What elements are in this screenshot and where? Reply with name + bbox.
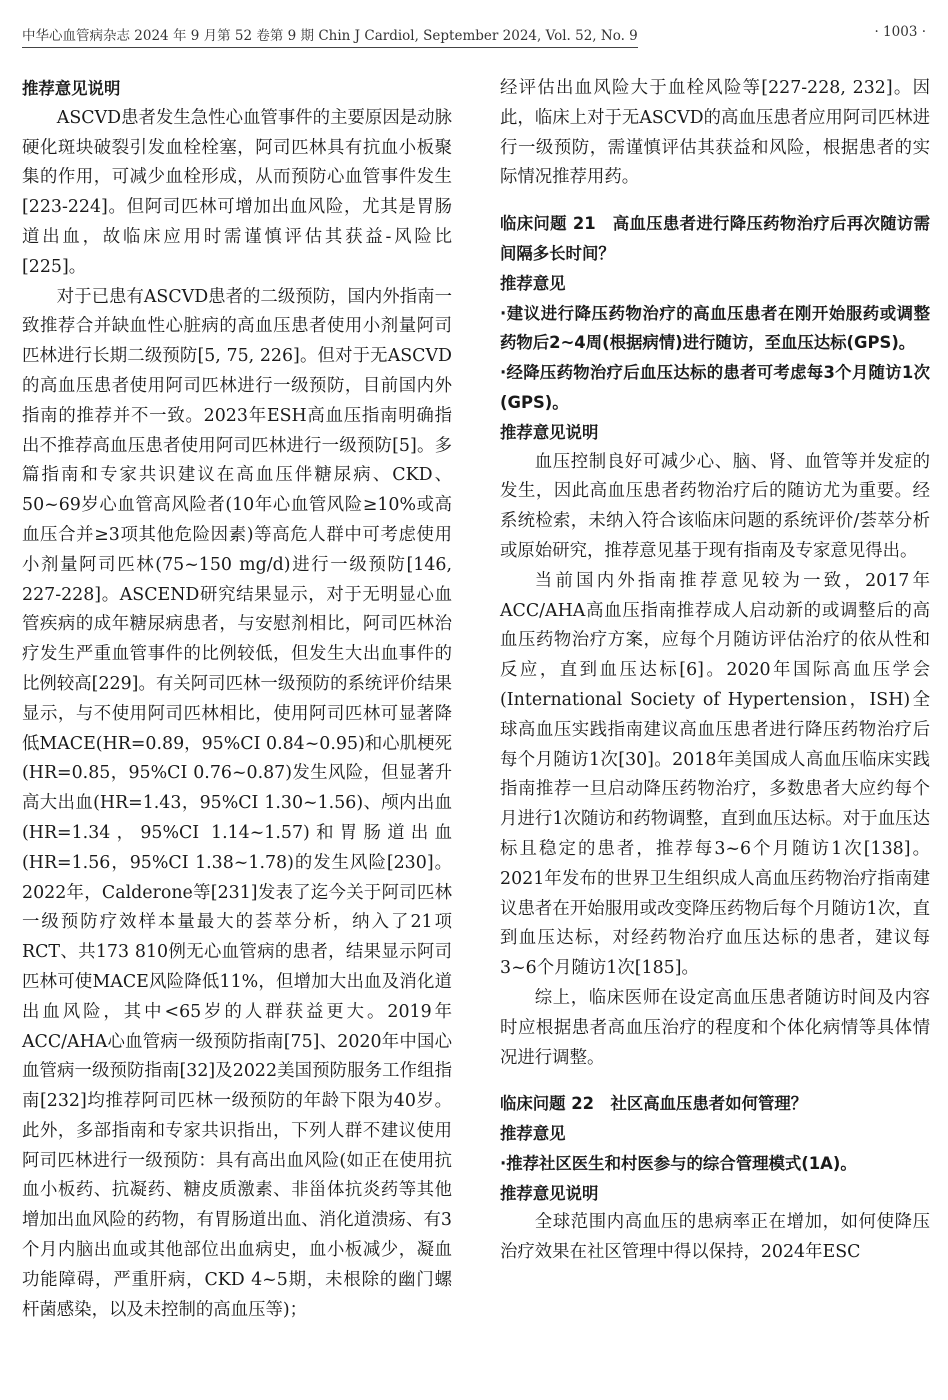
paragraph: 经评估出血风险大于血栓风险等[227-228, 232]。因此，临床上对于无ASCVD的高血压患者应用阿司匹林进行一级预防，需谨慎评估其获益和风险，根据患者的实际情况推荐用药。 <box>500 78 930 188</box>
paragraph: 全球范围内高血压的患病率正在增加，如何使降压治疗效果在社区管理中得以保持，2024年ESC <box>500 1212 930 1263</box>
recommendation-item: ·建议进行降压药物治疗的高血压患者在刚开始服药或调整药物后2~4周(根据病情)进行随访，至血压达标(GPS)。 <box>500 303 930 353</box>
paragraph: 对于已患有ASCVD患者的二级预防，国内外指南一致推荐合并缺血性心脏病的高血压患者使用小剂量阿司匹林进行长期二级预防[5, 75, 226]。但对于无ASCVD的高血压患者使用阿司匹林进行一级预防，目前国内外指南的推荐并不一致。2023年ESH高血压指南明确指出不推荐高血压患者使用阿司匹林进行一级预防[5]。多篇指南和专家共识建议在高血压伴糖尿病、CKD、50~69岁心血管高风险者(10年心血管风险≥10%或高血压合并≥3项其他危险因素)等高危人群中可考虑使用小剂量阿司匹林(75~150 mg/d)进行一级预防[146, 227-228]。ASCEND研究结果显示，对于无明显心血管疾病的成年糖尿病患者，与安慰剂相比，阿司匹林治疗发生严重血管事件的比例较低，但发生大出血事件的比例较高[229]。有关阿司匹林一级预防的系统评价结果显示，与不使用阿司匹林相比，使用阿司匹林可显著降低MACE(HR=0.89，95%CI 0.84~0.95)和心肌梗死(HR=0.85，95%CI 0.76~0.87)发生风险，但显著升高大出血(HR=1.43，95%CI 1.30~1.56)、颅内出血(HR=1.34，95%CI 1.14~1.57)和胃肠道出血(HR=1.56，95%CI 1.38~1.78)的发生风险[230]。2022年，Calderone等[231]发表了迄今关于阿司匹林一级预防疗效样本量最大的荟萃分析，纳入了21项RCT、共173 810例无心血管病的患者，结果显示阿司匹林可使MACE风险降低11%，但增加大出血及消化道出血风险，其中<65岁的人群获益更大。2019年ACC/AHA心血管病一级预防指南[75]、2020年中国心血管病一级预防指南[32]及2022美国预防服务工作组指南[232]均推荐阿司匹林一级预防的年龄下限为40岁。此外，多部指南和专家共识指出，下列人群不建议使用阿司匹林进行一级预防：具有高出血风险(如正在使用抗血小板药、抗凝药、糖皮质激素、非甾体抗炎药等其他增加出血风险的药物，有胃肠道出血、消化道溃疡、有3个月内脑出血或其他部位出血病史，血小板减少，凝血功能障碍，严重肝病，CKD 4~5期，未根除的幽门螺杆菌感染，以及未控制的高血压等)； <box>22 286 452 1320</box>
right-column <box>500 74 930 1268</box>
recommendation-item: ·经降压药物治疗后血压达标的患者可考虑每3个月随访1次(GPS)。 <box>500 363 930 412</box>
explanation-heading: 推荐意见说明 <box>500 1183 599 1203</box>
paragraph: ASCVD患者发生急性心血管事件的主要原因是动脉硬化斑块破裂引发血栓栓塞，阿司匹林具有抗血小板聚集的作用，可减少血栓形成，从而预防心血管事件发生[223-224]。但阿司匹林可增加出血风险，尤其是胃肠道出血，故临床应用时需谨慎评估其获益-风险比[225]。 <box>22 107 452 277</box>
paragraph: 当前国内外指南推荐意见较为一致，2017年ACC/AHA高血压指南推荐成人启动新的或调整后的高血压药物治疗方案，应每个月随访评估治疗的依从性和反应，直到血压达标[6]。2020年国际高血压学会(International Society of Hypertension，ISH)全球高血压实践指南建议高血压患者进行降压药物治疗后每个月随访1次[30]。2018年美国成人高血压临床实践指南推荐一旦启动降压药物治疗，多数患者大应约每个月进行1次随访和药物调整，直到血压达标。对于血压达标且稳定的患者，推荐每3~6个月随访1次[138]。2021年发布的世界卫生组织成人高血压药物治疗指南建议患者在开始服用或改变降压药物后每个月随访1次，直到血压达标，对经药物治疗血压达标的患者，建议每3~6个月随访1次[185]。 <box>500 570 930 979</box>
explanation-heading: 推荐意见说明 <box>500 422 599 442</box>
page-number: · 1003 · <box>874 24 926 40</box>
question-21-title: 临床问题 21 高血压患者进行降压药物治疗后再次随访需间隔多长时间？ <box>500 214 930 263</box>
journal-citation: 中华心血管病杂志 2024 年 9 月第 52 卷第 9 期 Chin J Cardiol, September 2024, Vol. 52, No. 9 <box>22 24 638 48</box>
question-22-title: 临床问题 22 社区高血压患者如何管理？ <box>500 1094 808 1114</box>
recommendation-item: ·推荐社区医生和村医参与的综合管理模式(1A)。 <box>500 1153 857 1173</box>
recommendation-heading: 推荐意见 <box>500 1124 566 1144</box>
section-heading: 推荐意见说明 <box>22 79 121 98</box>
left-column <box>22 74 452 1325</box>
paragraph: 综上，临床医师在设定高血压患者随访时间及内容时应根据患者高血压治疗的程度和个体化病情等具体情况进行调整。 <box>500 987 930 1068</box>
recommendation-heading: 推荐意见 <box>500 273 566 293</box>
paragraph: 血压控制良好可减少心、脑、肾、血管等并发症的发生，因此高血压患者药物治疗后的随访尤为重要。经系统检索，未纳入符合该临床问题的系统评价/荟萃分析或原始研究，推荐意见基于现有指南及专家意见得出。 <box>500 451 930 561</box>
running-header <box>22 22 926 46</box>
